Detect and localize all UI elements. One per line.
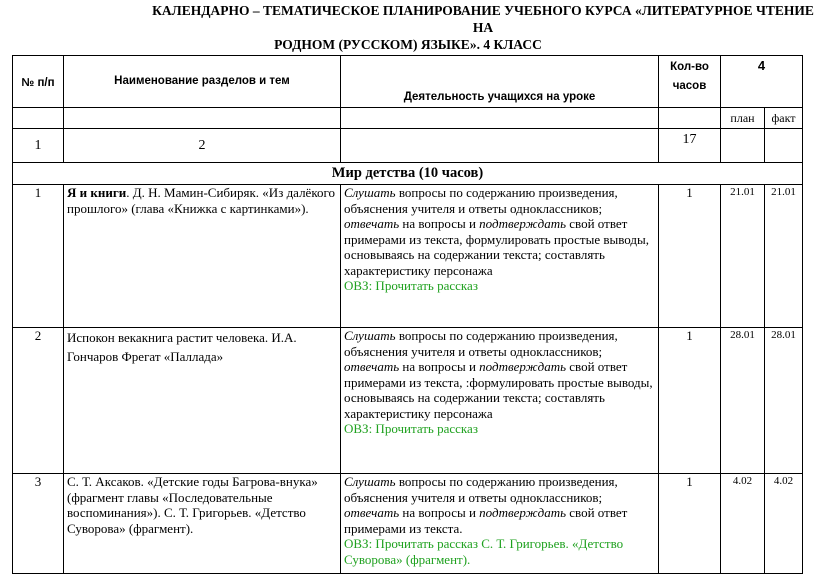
table-row [13, 185, 803, 328]
ovz-note: ОВЗ: Прочитать рассказ [344, 421, 478, 436]
subheader-empty [64, 108, 341, 129]
activity-text: вопросы по содержанию произведения, объяснения учителя и ответы одноклассников; [344, 185, 618, 216]
row-topic [64, 328, 341, 474]
row-num: 1 [13, 185, 64, 328]
subheader-empty [341, 108, 659, 129]
row-plan: 4.02 [721, 474, 765, 574]
subheader-row [13, 108, 803, 129]
index-empty [765, 129, 803, 163]
topic-text: . Д. Н. Мамин-Сибиряк. «Из далёкого прошлого» (глава «Книжка с картинками»). [67, 185, 335, 216]
activity-verb: Слушать [344, 474, 396, 489]
row-hours: 1 [659, 328, 721, 474]
index-col-hours: 17 [659, 129, 721, 163]
row-activity [341, 185, 659, 328]
header-num: № п/п [13, 56, 64, 108]
activity-text: свой ответ примерами из текста. [344, 505, 628, 536]
section-title: Мир детства (10 часов) [13, 163, 803, 185]
activity-verb: отвечать [344, 216, 400, 231]
row-num: 3 [13, 474, 64, 574]
row-num: 2 [13, 328, 64, 474]
section-row [13, 163, 803, 185]
row-fact: 28.01 [765, 328, 803, 474]
row-hours: 1 [659, 185, 721, 328]
activity-verb: отвечать [344, 359, 400, 374]
activity-verb: Слушать [344, 328, 396, 343]
activity-verb: подтверждать [479, 359, 567, 374]
activity-text: свой ответ примерами из текста, формулировать простые выводы, основываясь на содержании текста; составлять характеристику персонажа [344, 216, 649, 278]
subheader-empty [13, 108, 64, 129]
row-plan: 28.01 [721, 328, 765, 474]
planning-table [12, 55, 803, 574]
activity-verb: Слушать [344, 185, 396, 200]
header-hours: Кол-во часов [659, 56, 721, 108]
index-col-2: 2 [64, 129, 341, 163]
activity-text: на вопросы и [399, 359, 480, 374]
document-title [0, 2, 816, 53]
topic-bold: Я и книги [67, 185, 127, 200]
activity-text: на вопросы и [399, 505, 480, 520]
activity-text: свой ответ примерами из текста, :формулировать простые выводы, основываясь на содержании текста; составлять характеристику персонажа [344, 359, 653, 421]
title-line-1: КАЛЕНДАРНО – ТЕМАТИЧЕСКОЕ ПЛАНИРОВАНИЕ УЧЕБНОГО КУРСА «ЛИТЕРАТУРНОЕ ЧТЕНИЕ НА [152, 3, 814, 35]
row-topic [64, 474, 341, 574]
header-activity: Деятельность учащихся на уроке [341, 56, 659, 108]
subheader-empty [659, 108, 721, 129]
index-row [13, 129, 803, 163]
row-hours: 1 [659, 474, 721, 574]
row-fact: 21.01 [765, 185, 803, 328]
header-topic: Наименование разделов и тем [64, 56, 341, 108]
activity-text: вопросы по содержанию произведения, объяснения учителя и ответы одноклассников; [344, 474, 618, 505]
ovz-note: ОВЗ: Прочитать рассказ С. Т. Григорьев. «Детство Суворова» (фрагмент). [344, 536, 624, 567]
header-grade: 4 [721, 56, 803, 108]
row-topic [64, 185, 341, 328]
row-activity [341, 474, 659, 574]
header-row [13, 56, 803, 108]
topic-text: С. Т. Аксаков. «Детские годы Багрова-внука» (фрагмент главы «Последовательные воспоминания»). С. Т. Григорьев. «Детство Суворова» (фрагмент). [67, 474, 318, 536]
topic-text: Испокон векакнига растит человека. И.А. Гончаров Фрегат «Паллада» [67, 330, 297, 364]
index-col-1: 1 [13, 129, 64, 163]
activity-verb: подтверждать [479, 505, 567, 520]
index-empty [721, 129, 765, 163]
activity-text: вопросы по содержанию произведения, объяснения учителя и ответы одноклассников; [344, 328, 618, 359]
activity-text: на вопросы и [399, 216, 480, 231]
table-row [13, 474, 803, 574]
title-line-2: РОДНОМ (РУССКОМ) ЯЗЫКЕ». 4 КЛАСС [274, 37, 542, 52]
row-fact: 4.02 [765, 474, 803, 574]
ovz-note: ОВЗ: Прочитать рассказ [344, 278, 478, 293]
row-plan: 21.01 [721, 185, 765, 328]
header-fact: факт [765, 108, 803, 129]
header-plan: план [721, 108, 765, 129]
index-empty [341, 129, 659, 163]
activity-verb: отвечать [344, 505, 400, 520]
table-row [13, 328, 803, 474]
row-activity [341, 328, 659, 474]
activity-verb: подтверждать [479, 216, 567, 231]
